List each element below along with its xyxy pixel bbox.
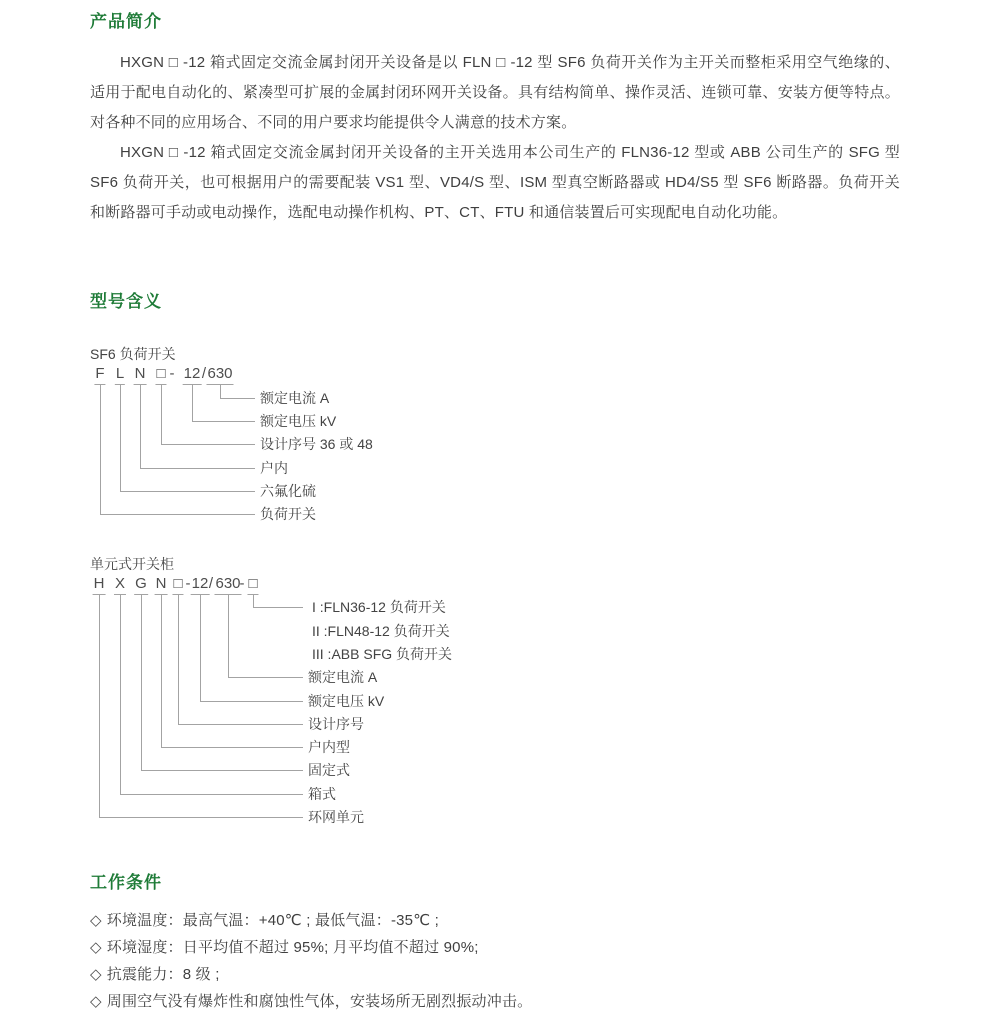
connector-vline bbox=[120, 595, 121, 794]
connector-vline bbox=[200, 595, 201, 701]
diagram-sf6-title: SF6 负荷开关 bbox=[90, 346, 176, 362]
connector-vline bbox=[228, 595, 229, 677]
connector-hline bbox=[100, 514, 255, 515]
work-list bbox=[90, 907, 900, 1015]
connector-hline bbox=[220, 398, 255, 399]
work-item-text: 环境温度：最高气温：+40℃ ; 最低气温：-35℃ ; bbox=[106, 912, 440, 929]
code-symbol: N bbox=[155, 575, 167, 592]
connector-hline bbox=[253, 607, 303, 608]
diagram-label: 额定电压 kV bbox=[260, 413, 337, 429]
connector-vline bbox=[253, 595, 254, 607]
code-symbol: X bbox=[114, 575, 126, 592]
code-symbol: G bbox=[135, 575, 147, 592]
connector-hline bbox=[120, 794, 303, 795]
work-section bbox=[90, 873, 900, 1015]
work-item bbox=[90, 934, 900, 961]
diagram-label: 额定电压 kV bbox=[308, 693, 385, 709]
work-item bbox=[90, 961, 900, 988]
diagram-label: 环网单元 bbox=[308, 809, 364, 825]
work-item bbox=[90, 988, 900, 1015]
code-separator: / bbox=[201, 365, 207, 382]
diagram-label: II :FLN48-12 负荷开关 bbox=[312, 623, 450, 639]
model-heading: 型号含义 bbox=[90, 292, 162, 311]
code-separator: - bbox=[185, 575, 191, 592]
connector-hline bbox=[178, 724, 303, 725]
diagram-label: 设计序号 36 或 48 bbox=[260, 436, 373, 452]
diagram-label: 固定式 bbox=[308, 762, 350, 778]
diagram-label: 户内型 bbox=[308, 739, 350, 755]
code-symbol: F bbox=[95, 365, 105, 382]
model-section bbox=[90, 292, 900, 830]
intro-paragraph-2: HXGN □ -12 箱式固定交流金属封闭开关设备的主开关选用本公司生产的 FLN36-12 型或 ABB 公司生产的 SFG 型 SF6 负荷开关，也可根据用户的需要配装 VS1 型、VD4/S 型、ISM 型真空断路器或 HD4/S5 型 SF6 断路器。负荷开关和断路器可手动或电动操作，选配电动操作机构、PT、CT、FTU 和通信装置后可实现配电自动化功能。 bbox=[90, 144, 900, 221]
connector-vline bbox=[178, 595, 179, 724]
code-symbol: 630 bbox=[207, 365, 233, 382]
connector-vline bbox=[141, 595, 142, 770]
connector-hline bbox=[228, 677, 303, 678]
intro-heading: 产品简介 bbox=[90, 12, 162, 31]
connector-hline bbox=[161, 747, 303, 748]
diagram-label: 六氟化硫 bbox=[260, 483, 316, 499]
connector-vline bbox=[120, 385, 121, 491]
connector-hline bbox=[200, 701, 303, 702]
diagram-sf6 bbox=[90, 365, 900, 525]
diagram-label: 额定电流 A bbox=[308, 669, 378, 685]
work-heading: 工作条件 bbox=[90, 873, 162, 892]
connector-vline bbox=[140, 385, 141, 468]
intro-paragraphs bbox=[90, 48, 900, 228]
code-symbol: H bbox=[93, 575, 105, 592]
connector-hline bbox=[192, 421, 255, 422]
work-item-text: 环境湿度：日平均值不超过 95%; 月平均值不超过 90%; bbox=[106, 939, 479, 956]
diamond-bullet-icon: ◇ bbox=[90, 939, 102, 956]
connector-hline bbox=[120, 491, 255, 492]
connector-vline bbox=[192, 385, 193, 421]
code-separator: - bbox=[239, 575, 245, 592]
code-symbol: □ bbox=[248, 575, 258, 592]
diagram-label: 负荷开关 bbox=[260, 506, 316, 522]
connector-vline bbox=[100, 385, 101, 514]
diagram-label: III :ABB SFG 负荷开关 bbox=[312, 646, 453, 662]
diamond-bullet-icon: ◇ bbox=[90, 993, 102, 1010]
code-symbol: 12 bbox=[183, 365, 201, 382]
code-separator: - bbox=[169, 365, 175, 382]
connector-vline bbox=[220, 385, 221, 398]
work-item bbox=[90, 907, 900, 934]
diagram-label: 箱式 bbox=[308, 786, 336, 802]
connector-vline bbox=[161, 385, 162, 444]
diagram-label: I :FLN36-12 负荷开关 bbox=[312, 599, 446, 615]
connector-vline bbox=[161, 595, 162, 747]
connector-hline bbox=[99, 817, 303, 818]
diagram-label: 额定电流 A bbox=[260, 390, 330, 406]
code-symbol: 630 bbox=[215, 575, 241, 592]
connector-hline bbox=[140, 468, 255, 469]
code-symbol: □ bbox=[173, 575, 183, 592]
code-separator: / bbox=[208, 575, 214, 592]
intro-section bbox=[90, 12, 900, 228]
work-item-text: 抗震能力：8 级 ; bbox=[106, 966, 220, 983]
diamond-bullet-icon: ◇ bbox=[90, 912, 102, 929]
diagram-label: 户内 bbox=[260, 460, 288, 476]
code-symbol: 12 bbox=[191, 575, 209, 592]
code-symbol: L bbox=[115, 365, 125, 382]
connector-hline bbox=[161, 444, 255, 445]
diamond-bullet-icon: ◇ bbox=[90, 966, 102, 983]
connector-vline bbox=[99, 595, 100, 817]
work-item-text: 周围空气没有爆炸性和腐蚀性气体，安装场所无剧烈振动冲击。 bbox=[106, 993, 533, 1010]
intro-paragraph-1: HXGN □ -12 箱式固定交流金属封闭开关设备是以 FLN □ -12 型 SF6 负荷开关作为主开关而整柜采用空气绝缘的、适用于配电自动化的、紧凑型可扩展的金属封闭环网开关设备。具有结构简单、操作灵活、连锁可靠、安装方便等特点。对各种不同的应用场合、不同的用户要求均能提供令人满意的技术方案。 bbox=[90, 54, 900, 131]
code-symbol: □ bbox=[156, 365, 166, 382]
diagram-cabinet-title: 单元式开关柜 bbox=[90, 556, 174, 572]
diagram-label: 设计序号 bbox=[308, 716, 364, 732]
code-symbol: N bbox=[134, 365, 146, 382]
connector-hline bbox=[141, 770, 303, 771]
diagram-cabinet bbox=[90, 575, 900, 830]
